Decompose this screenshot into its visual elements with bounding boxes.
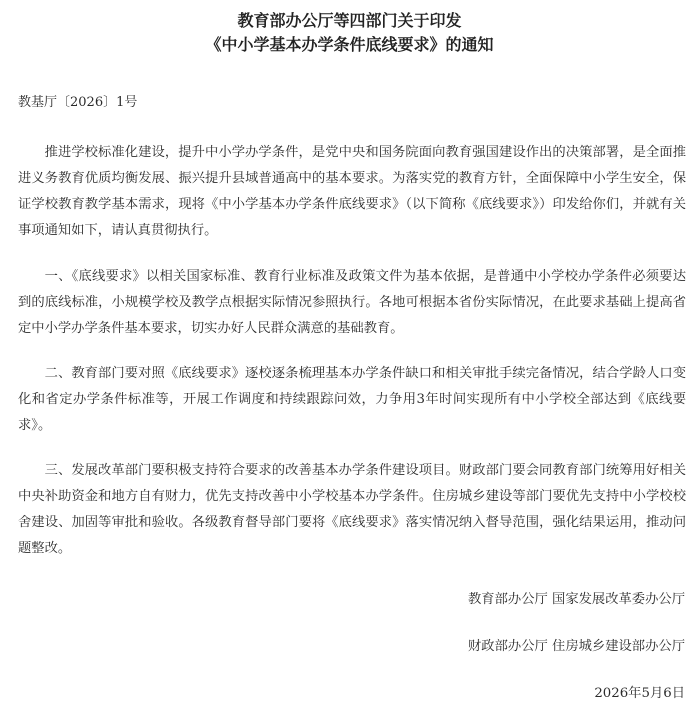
paragraph-item-3: 三、发展改革部门要积极支持符合要求的改善基本办学条件建设项目。财政部门要会同教育部门统筹用好相关中央补助资金和地方自有财力，优先支持改善中小学校基本办学条件。住房城乡建设等部门要优先支持中小学校校舍建设、加固等审批和验收。各级教育督导部门要将《底线要求》落实情况纳入督导范围，强化结果运用，推动问题整改。 <box>18 463 686 556</box>
document-title-line-1: 教育部办公厅等四部门关于印发 <box>237 11 462 30</box>
signature-line-2: 财政部办公厅 住房城乡建设部办公厅 <box>468 639 685 654</box>
document-title-line-2: 《中小学基本办学条件底线要求》的通知 <box>205 35 494 54</box>
paragraph-item-1: 一、《底线要求》以相关国家标准、教育行业标准及政策文件为基本依据，是普通中小学校办学条件必须要达到的底线标准，小规模学校及教学点根据实际情况参照执行。各地可根据本省份实际情况，在此要求基础上提高省定中小学办学条件基本要求，切实办好人民群众满意的基础教育。 <box>18 269 686 336</box>
document-number: 教基厅〔2026〕1号 <box>18 95 138 110</box>
document-date: 2026年5月6日 <box>594 686 685 701</box>
paragraph-intro: 推进学校标准化建设，提升中小学办学条件，是党中央和国务院面向教育强国建设作出的决策部署，是全面推进义务教育优质均衡发展、振兴提升县域普通高中的基本要求。为落实党的教育方针，全面保障中小学生安全，保证学校教育教学基本需求，现将《中小学基本办学条件底线要求》（以下简称《底线要求》）印发给你们，并就有关事项通知如下，请认真贯彻执行。 <box>18 145 686 238</box>
paragraph-item-2: 二、教育部门要对照《底线要求》逐校逐条梳理基本办学条件缺口和相关审批手续完备情况，结合学龄人口变化和省定办学条件标准等，开展工作调度和持续跟踪问效，力争用3年时间实现所有中小学校全部达到《底线要求》。 <box>18 366 686 433</box>
signature-line-1: 教育部办公厅 国家发展改革委办公厅 <box>468 592 685 607</box>
